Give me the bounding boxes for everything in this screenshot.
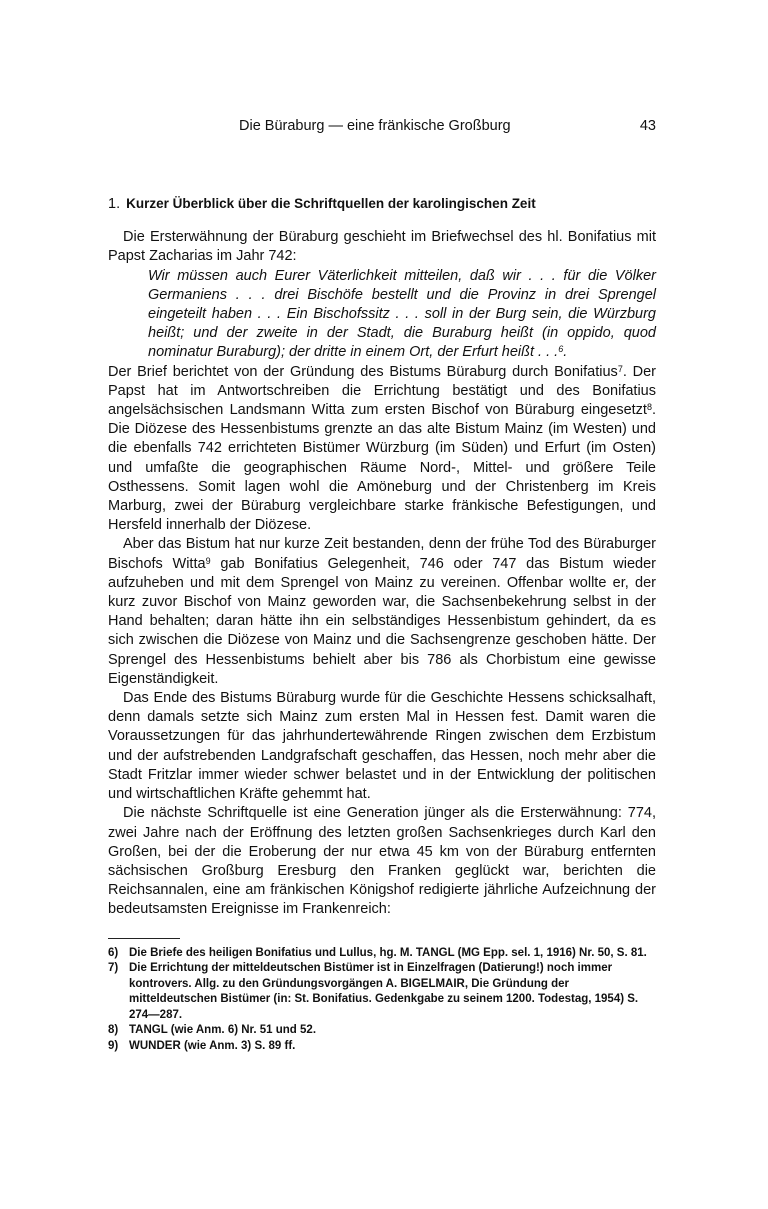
section-heading	[108, 194, 656, 214]
quote-text: Wir müssen auch Eurer Väterlichkeit mitteilen, daß wir . . . für die Völker Germaniens . . . drei Bischöfe bestellt und die Provinz in drei Sprengel eingeteilt haben . . . Ein Bischofssitz . . . soll in der Burg sein, die Würzburg heißt; und der zweite in der Stadt, die Buraburg heißt (in oppido, quod nominatur Buraburg); der dritte in einem Ort, der Erfurt heißt . . .	[148, 267, 656, 361]
footnote	[108, 1039, 656, 1055]
paragraph-2: Der Brief berichtet von der Gründung des Bistums Büraburg durch Bonifatius$^7$. Der Papst hat im Antwortschreiben die Errichtung bestätigt und des Bonifatius angelsächsischen Landsmann Witta zum ersten Bischof von Büraburg eingesetzt$^8$. Die Diözese des Hessenbistums grenzte an das alte Bistum Mainz (im Westen) und die ebenfalls 742 errichteten Bistümer Würzburg (im Süden) und Erfurt (im Osten) und umfaßte die geographischen Räume Nord-, Mittel- und größere Teile Osthessens. Somit lagen wohl die Amöneburg und der Christenberg im Kreis Marburg, zwei der Büraburg vergleichbare starke fränkische Befestigungen, und Hersfeld innerhalb der Diözese.	[108, 363, 656, 534]
paragraph-1: Die Ersterwähnung der Büraburg geschieht im Briefwechsel des hl. Bonifatius mit Papst Zacharias im Jahr 742:	[108, 229, 656, 265]
page-number: 43	[639, 118, 656, 134]
paragraph-3b: gab Bonifatius Gelegenheit, 746 oder 747 das Bistum wieder aufzuheben und mit dem Sprengel von Mainz zu vereinen. Offenbar wollte er, der kurz zuvor Bischof von Mainz geworden war, die Sachsenbekehrung selbst in der Hand behalten; daran hätte ihn ein selbständiges Hessenbistum gehindert, da es sich zwischen die Diözese von Mainz und die Sachsengrenze geschoben hätte. Der Sprengel des Hessenbistums behielt aber bis 786 als Chorbistum eine gewisse Eigenständigkeit.	[108, 555, 657, 687]
footnote-number: 8)	[108, 1024, 119, 1037]
footnote-ref-9: 9	[205, 555, 211, 566]
footnote-number: 9)	[108, 1040, 119, 1053]
footnote-number: 7)	[108, 962, 119, 975]
section-title: Kurzer Überblick über die Schriftquellen der karolingischen Zeit	[126, 196, 536, 211]
paragraph-2b: Der Papst hat im Antwortschreiben die Errichtung bestätigt und des Bonifatius angelsächsischen Landsmann Witta zum ersten Bischof von Büraburg eingesetzt	[108, 363, 656, 419]
paragraph-4: Das Ende des Bistums Büraburg wurde für die Geschichte Hessens schicksalhaft, denn damals setzte sich Mainz zum ersten Mal in Hessen fest. Damit waren die Voraussetzungen für das jahrhundertewährende Ringen zwischen dem Erzbistum und der aufstrebenden Landgrafschaft geschaffen, das Hessen, noch mehr aber die Stadt Fritzlar immer wieder schwer belastet und in der Entwicklung der politischen und wirtschaftlichen Kräfte gehemmt hat.	[108, 690, 656, 803]
footnotes	[108, 946, 656, 1055]
paragraph-2a: Der Brief berichtet von der Gründung des Bistums Büraburg durch Bonifatius	[108, 363, 618, 380]
footnote-text: WUNDER (wie Anm. 3) S. 89 ff.	[129, 1040, 296, 1053]
footnote-text: Die Briefe des heiligen Bonifatius und Lullus, hg. M. TANGL (MG Epp. sel. 1, 1916) Nr. 50, S. 81.	[129, 946, 647, 959]
paragraph-3	[108, 535, 656, 689]
paragraph-3a: Aber das Bistum hat nur kurze Zeit bestanden, denn der frühe Tod des Büraburger Bischofs Witta	[108, 536, 656, 572]
paragraph-5: Die nächste Schriftquelle ist eine Generation jünger als die Ersterwähnung: 774, zwei Jahre nach der Eröffnung des letzten großen Sachsenkrieges durch Karl den Großen, bei der die Eroberung der nur etwa 45 km von der Büraburg entfernten sächsischen Großburg Eresburg den Franken geglückt war, berichten die Reichsannalen, eine am fränkischen Königshof redigierte jährliche Aufzeichnung der bedeutsamsten Ereignisse im Frankenreich:	[108, 805, 656, 918]
footnote-ref-6: 6	[558, 344, 564, 355]
running-title: Die Büraburg — eine fränkische Großburg	[239, 118, 511, 134]
footnote-divider	[108, 938, 180, 939]
footnote-ref-8: 8	[646, 401, 652, 412]
block-quote: Wir müssen auch Eurer Väterlichkeit mitteilen, daß wir . . . für die Völker Germaniens . . . drei Bischöfe bestellt und die Provinz in drei Sprengel eingeteilt haben . . . Ein Bischofssitz . . . soll in der Burg sein, die Würzburg heißt; und der zweite in der Stadt, die Buraburg heißt (in oppido, quod nominatur Buraburg); der dritte in einem Ort, der Erfurt heißt . . .$^6$.	[148, 267, 656, 361]
footnote	[108, 946, 656, 962]
footnote	[108, 961, 656, 1023]
body-text	[108, 194, 656, 1055]
footnote-text: TANGL (wie Anm. 6) Nr. 51 und 52.	[129, 1024, 317, 1037]
footnote	[108, 1023, 656, 1039]
footnote-number: 6)	[108, 946, 119, 959]
footnote-text: Die Errichtung der mitteldeutschen Bistümer ist in Einzelfragen (Datierung!) noch immer kontrovers. Allg. zu den Gründungsvorgängen A. BIGELMAIR, Die Gründung der mitteldeutschen Bistümer (in: St. Bonifatius. Gedenkgabe zu seinem 1200. Todestag, 1954) S. 274—287.	[129, 962, 639, 1021]
section-number: 1.	[108, 196, 121, 212]
footnote-ref-7: 7	[617, 363, 623, 374]
paragraph-2c: Die Diözese des Hessenbistums grenzte an das alte Bistum Mainz (im Westen) und die ebenfalls 742 errichteten Bistümer Würzburg (im Süden) und Erfurt (im Osten) und umfaßte die geographischen Räume Nord-, Mittel- und größere Teile Osthessens. Somit lagen wohl die Amöneburg und der Christenberg im Kreis Marburg, zwei der Büraburg vergleichbare starke fränkische Befestigungen, und Hersfeld innerhalb der Diözese.	[108, 421, 656, 534]
